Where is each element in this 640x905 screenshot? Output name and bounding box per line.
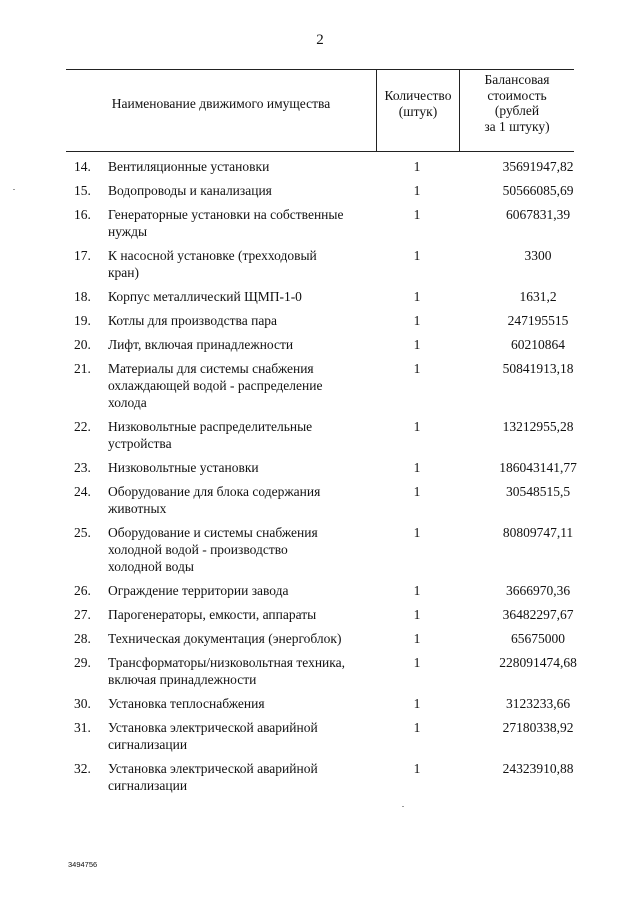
row-number: 19.: [74, 313, 91, 328]
row-quantity: 1: [413, 607, 421, 622]
table-row: [66, 418, 574, 452]
row-name: Низковольтные распределительные устройства: [108, 419, 313, 451]
row-number: 30.: [74, 696, 91, 711]
row-quantity: 1: [413, 655, 421, 670]
row-name: Корпус металлический ЩМП-1-0: [108, 289, 302, 304]
row-number: 15.: [74, 183, 91, 198]
row-quantity: 1: [413, 313, 421, 328]
row-quantity: 1: [413, 248, 421, 263]
row-name: Оборудование для блока содержания животных: [108, 484, 321, 516]
row-cost: 35691947,82: [502, 159, 574, 174]
row-name: Водопроводы и канализация: [108, 183, 272, 198]
row-quantity: 1: [413, 525, 421, 540]
row-number: 17.: [74, 248, 91, 263]
row-name: Ограждение территории завода: [108, 583, 289, 598]
row-quantity: 1: [413, 361, 421, 376]
header-cost: Балансовая стоимость (рублей за 1 штуку): [484, 72, 550, 134]
table-row: [66, 459, 577, 476]
row-quantity: 1: [413, 289, 421, 304]
table-row: [66, 760, 574, 794]
table-row: [66, 695, 574, 712]
row-quantity: 1: [413, 484, 421, 499]
row-name: Установка электрической аварийной сигнализации: [108, 720, 318, 752]
table-top-rule: [66, 69, 574, 70]
table-header-rule: [66, 151, 574, 152]
row-cost: 6067831,39: [505, 207, 571, 222]
document-code: 3494756: [68, 860, 98, 869]
table-row: [66, 312, 574, 329]
row-name: Техническая документация (энергоблок): [108, 631, 342, 646]
row-cost: 27180338,92: [502, 720, 574, 735]
row-quantity: 1: [413, 419, 421, 434]
row-number: 21.: [74, 361, 91, 376]
row-number: 14.: [74, 159, 91, 174]
row-number: 26.: [74, 583, 91, 598]
row-number: 28.: [74, 631, 91, 646]
row-quantity: 1: [413, 207, 421, 222]
row-quantity: 1: [413, 720, 421, 735]
row-cost: 186043141,77: [499, 460, 577, 475]
row-cost: 3666970,36: [505, 583, 571, 598]
speck-mark-2: [402, 806, 404, 807]
row-number: 24.: [74, 484, 91, 499]
row-name: Трансформаторы/низковольтная техника, включая принадлежности: [108, 655, 346, 687]
table-row: [66, 336, 574, 353]
row-quantity: 1: [413, 159, 421, 174]
table-row: [66, 582, 574, 599]
table-row: [66, 158, 574, 175]
row-cost: 60210864: [511, 337, 565, 352]
row-quantity: 1: [413, 460, 421, 475]
table-row: [66, 719, 574, 753]
row-cost: 30548515,5: [505, 484, 571, 499]
row-name: Материалы для системы снабжения охлаждающей водой - распределение холода: [108, 361, 323, 410]
row-number: 29.: [74, 655, 91, 670]
table-row: [66, 206, 574, 240]
row-cost: 3300: [524, 248, 552, 263]
row-number: 32.: [74, 761, 91, 776]
row-number: 31.: [74, 720, 91, 735]
row-quantity: 1: [413, 696, 421, 711]
page-number: 2: [316, 32, 324, 48]
row-name: Оборудование и системы снабжения холодной водой - производство холодной воды: [108, 525, 318, 574]
row-name: Установка электрической аварийной сигнализации: [108, 761, 318, 793]
table-row: [66, 360, 574, 411]
row-quantity: 1: [413, 337, 421, 352]
row-quantity: 1: [413, 761, 421, 776]
row-number: 20.: [74, 337, 91, 352]
header-quantity: Количество (штук): [384, 88, 452, 119]
row-cost: 65675000: [511, 631, 565, 646]
row-quantity: 1: [413, 183, 421, 198]
row-number: 16.: [74, 207, 91, 222]
table-row: [66, 483, 574, 517]
table-row: [66, 630, 574, 647]
row-name: Установка теплоснабжения: [108, 696, 265, 711]
row-name: Котлы для производства пара: [108, 313, 278, 328]
row-name: Низковольтные установки: [108, 460, 259, 475]
table-row: [66, 182, 574, 199]
row-cost: 50841913,18: [502, 361, 574, 376]
speck-mark-1: [13, 189, 15, 190]
row-number: 18.: [74, 289, 91, 304]
table-row: [66, 606, 574, 623]
row-cost: 80809747,11: [502, 525, 574, 540]
row-cost: 24323910,88: [502, 761, 574, 776]
row-cost: 1631,2: [519, 289, 557, 304]
row-cost: 13212955,28: [502, 419, 574, 434]
table-row: [66, 654, 577, 688]
row-number: 22.: [74, 419, 91, 434]
row-cost: 3123233,66: [505, 696, 571, 711]
row-number: 23.: [74, 460, 91, 475]
row-name: Лифт, включая принадлежности: [108, 337, 294, 352]
row-cost: 50566085,69: [502, 183, 574, 198]
row-cost: 36482297,67: [502, 607, 574, 622]
table-row: [66, 288, 574, 305]
row-number: 27.: [74, 607, 91, 622]
table-row: [66, 247, 574, 281]
row-name: Вентиляционные установки: [108, 159, 270, 174]
row-name: К насосной установке (трехходовый кран): [108, 248, 317, 280]
header-name: Наименование движимого имущества: [111, 96, 331, 111]
row-cost: 228091474,68: [499, 655, 577, 670]
row-name: Парогенераторы, емкости, аппараты: [108, 607, 317, 622]
row-quantity: 1: [413, 583, 421, 598]
row-name: Генераторные установки на собственные нужды: [108, 207, 344, 239]
row-quantity: 1: [413, 631, 421, 646]
table-row: [66, 524, 574, 575]
row-cost: 247195515: [507, 313, 569, 328]
row-number: 25.: [74, 525, 91, 540]
